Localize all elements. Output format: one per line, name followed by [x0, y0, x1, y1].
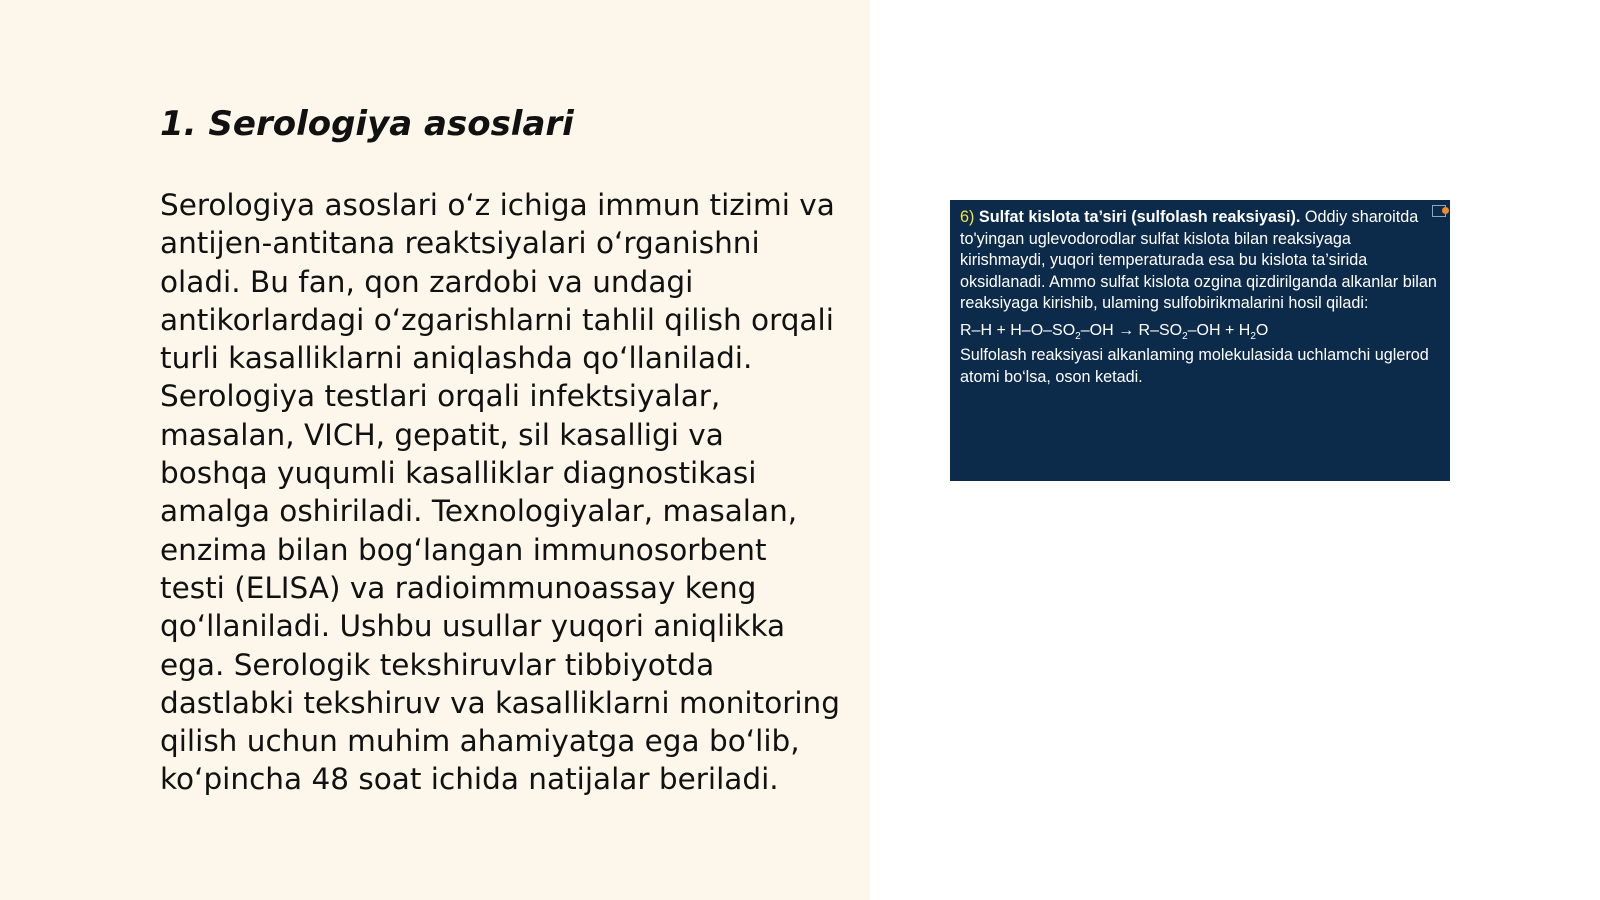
- chemistry-text-image: [950, 200, 1450, 481]
- chem-item-number: 6): [960, 208, 975, 226]
- expand-icon: [1432, 205, 1446, 217]
- equation-subscript: 2: [1075, 330, 1081, 342]
- equation-subscript: 2: [1182, 330, 1188, 342]
- slide-title: 1. Serologiya asoslari: [160, 104, 574, 144]
- slide-body-text: Serologiya asoslari o‘z ichiga immun tizimi va antijen-antitana reaktsiyalari o‘rganishni oladi. Bu fan, qon zardobi va undagi antikorlardagi o‘zgarishlarni tahlil qilish orqali turli kasalliklarni aniqlashda qo‘llaniladi. Serologiya testlari orqali infektsiyalar, masalan, VICH, gepatit, sil kasalligi va boshqa yuqumli kasalliklar diagnostikasi amalga oshiriladi. Texnologiyalar, masalan, enzima bilan bog‘langan immunosorbent testi (ELISA) va radioimmunoassay keng qo‘llaniladi. Ushbu usullar yuqori aniqlikka ega. Serologik tekshiruvlar tibbiyotda dastlabki tekshiruv va kasalliklarni monitoring qilish uchun muhim ahamiyatga ega bo‘lib, ko‘pincha 48 soat ichida natijalar beriladi.: [160, 188, 840, 797]
- equation-part: R–H + H–O–SO: [960, 321, 1076, 339]
- equation-part: O: [1255, 321, 1269, 339]
- chem-equation: [960, 320, 1438, 342]
- chem-paragraph-1: Oddiy sharoitda to'yingan uglevodorodlar sulfat kislota bilan reaksiyaga kirishmaydi, yuqori temperaturada esa bu kislota ta’sirida oksidlanadi. Ammo sulfat kislota ozgina qizdirilganda alkanlar bilan reaksiyaga kirishib, ulaming sulfobirikmalarini hosil qiladi:: [960, 208, 1437, 312]
- equation-part: –OH + H: [1187, 321, 1251, 339]
- chem-heading: Sulfat kislota ta’siri (sulfolash reaksiyasi).: [978, 208, 1301, 226]
- chem-intro-paragraph: [960, 207, 1438, 315]
- equation-subscript: 2: [1250, 330, 1256, 342]
- chem-paragraph-2: Sulfolash reaksiyasi alkanlaming molekulasida uchlamchi uglerod atomi bo‘lsa, oson ketadi.: [960, 346, 1429, 386]
- equation-part: –OH → R–SO: [1080, 321, 1183, 339]
